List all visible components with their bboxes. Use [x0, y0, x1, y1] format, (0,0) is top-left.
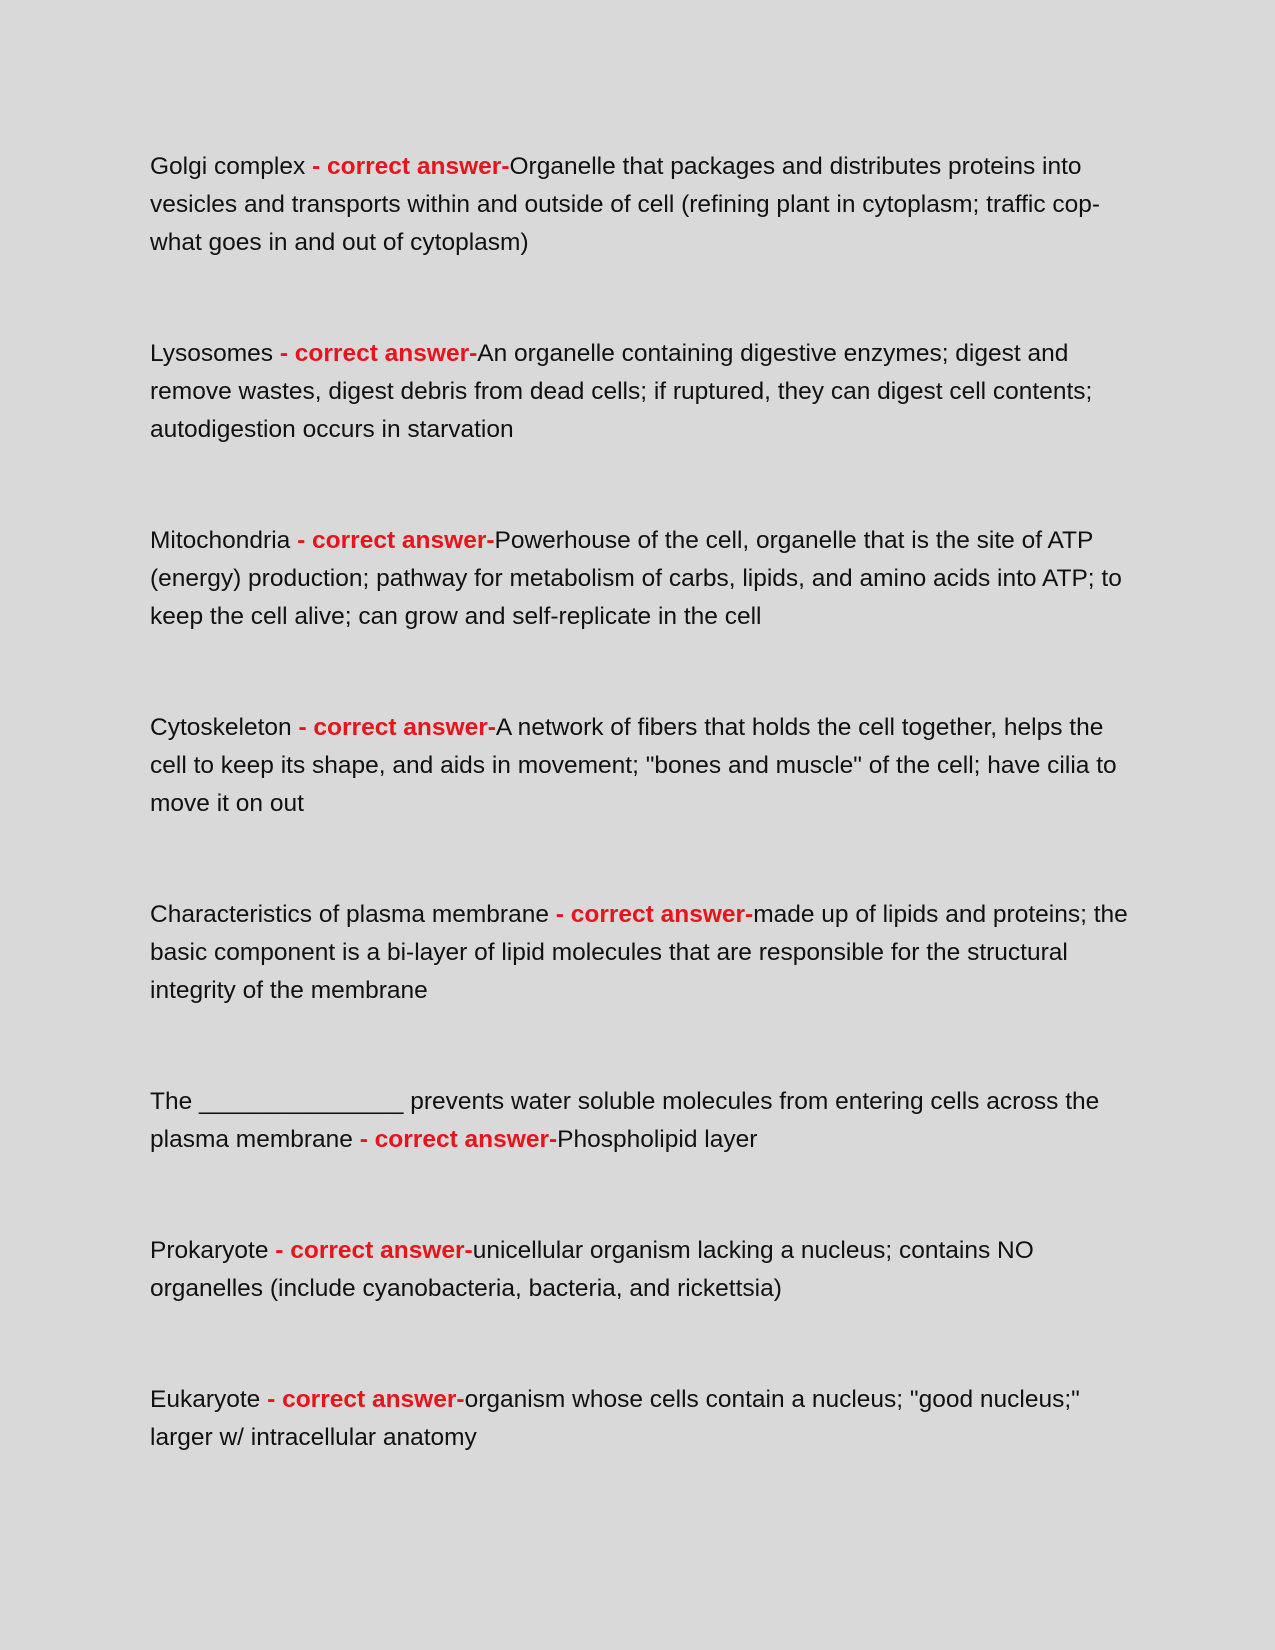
- correct-answer-marker: - correct answer-: [273, 340, 478, 367]
- correct-answer-marker: - correct answer-: [305, 153, 510, 180]
- entry-answer: Organelle that packages and distributes proteins into vesicles and transports within and outside of cell (refining plant in cytoplasm; traffic cop- what goes in and out of cytoplasm): [150, 153, 1101, 256]
- flashcard-entry: [150, 1381, 1135, 1457]
- entry-answer: made up of lipids and proteins; the basic component is a bi-layer of lipid molecules that are responsible for the structural integrity of the membrane: [150, 901, 1128, 1004]
- flashcard-entry: [150, 709, 1135, 823]
- entry-answer: organism whose cells contain a nucleus; "good nucleus;" larger w/ intracellular anatomy: [150, 1386, 1080, 1451]
- entry-answer: Powerhouse of the cell, organelle that is the site of ATP (energy) production; pathway for metabolism of carbs, lipids, and amino acids into ATP; to keep the cell alive; can grow and self-replicate in the cell: [150, 527, 1122, 630]
- correct-answer-marker: - correct answer-: [548, 901, 754, 928]
- flashcard-entry: [150, 1083, 1135, 1159]
- correct-answer-marker: - correct answer-: [268, 1237, 473, 1264]
- document-page: [150, 148, 1135, 1530]
- entry-term: Eukaryote: [150, 1386, 261, 1413]
- flashcard-entry: [150, 335, 1135, 449]
- entry-term: Golgi complex: [150, 153, 306, 180]
- flashcard-entry: [150, 522, 1135, 636]
- correct-answer-marker: - correct answer-: [290, 527, 495, 554]
- entry-term: Prokaryote: [150, 1237, 269, 1264]
- correct-answer-marker: - correct answer-: [291, 714, 496, 741]
- entry-term: Characteristics of plasma membrane: [150, 901, 549, 928]
- flashcard-entry: [150, 896, 1135, 1010]
- entry-answer: Phospholipid layer: [557, 1126, 758, 1153]
- entry-term: Mitochondria: [150, 527, 291, 554]
- entry-answer: An organelle containing digestive enzymes; digest and remove wastes, digest debris from dead cells; if ruptured, they can digest cell contents; autodigestion occurs in starvation: [150, 340, 1093, 443]
- entry-term: The _______________ prevents water soluble molecules from entering cells across the plasma membrane: [150, 1088, 1100, 1153]
- flashcard-entry: [150, 148, 1135, 262]
- correct-answer-marker: - correct answer-: [260, 1386, 465, 1413]
- correct-answer-marker: - correct answer-: [352, 1126, 558, 1153]
- flashcard-entry: [150, 1232, 1135, 1308]
- entry-term: Cytoskeleton: [150, 714, 292, 741]
- entry-answer: unicellular organism lacking a nucleus; contains NO organelles (include cyanobacteria, bacteria, and rickettsia): [150, 1237, 1034, 1302]
- entry-term: Lysosomes: [150, 340, 274, 367]
- entry-answer: A network of fibers that holds the cell together, helps the cell to keep its shape, and aids in movement; "bones and muscle" of the cell; have cilia to move it on out: [150, 714, 1117, 817]
